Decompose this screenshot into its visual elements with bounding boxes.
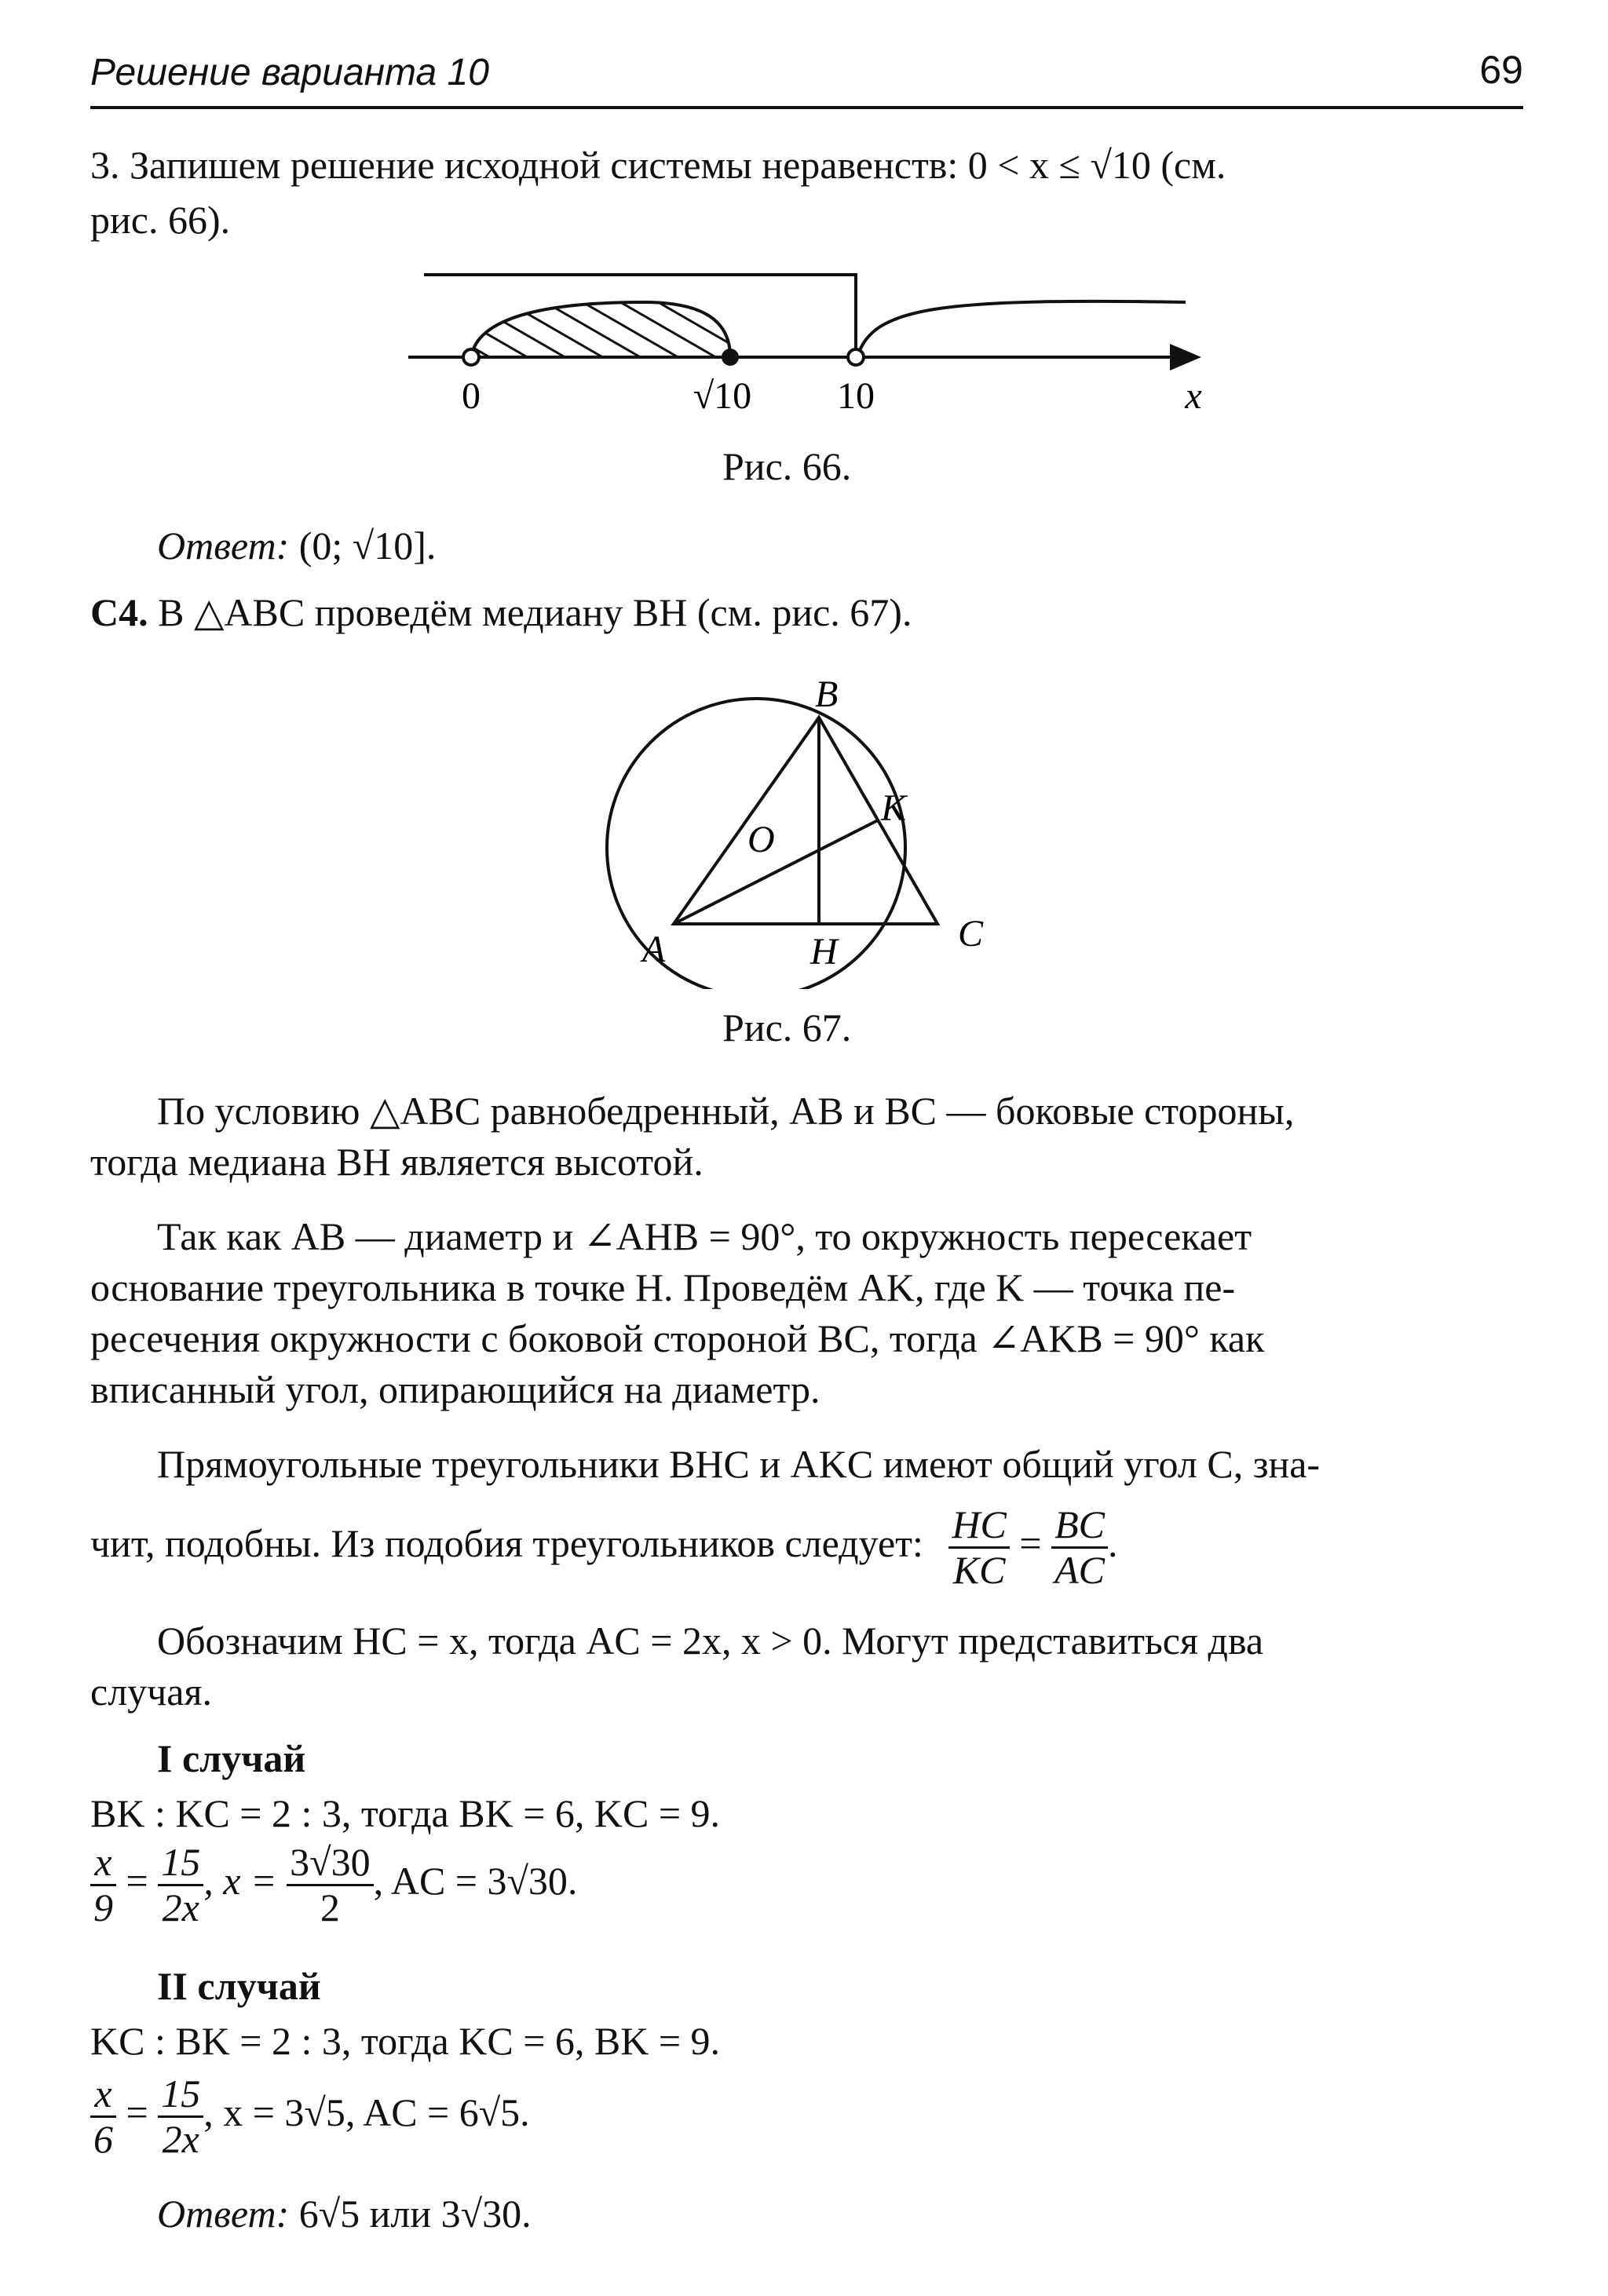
page-header <box>90 43 1523 109</box>
running-title: Решение варианта 10 <box>90 52 489 93</box>
page-number: 69 <box>1479 48 1523 92</box>
para2-line1: Так как AB — диаметр и ∠AHB = 90°, то окружность пересекает <box>157 1214 1252 1258</box>
case2-frac-x-6-den: 6 <box>93 2117 113 2161</box>
answer-1 <box>157 522 436 569</box>
fraction-bc-ac <box>1051 1503 1108 1592</box>
curve-right <box>857 301 1186 357</box>
answer-1-value: (0; √10]. <box>298 524 437 568</box>
segment-ak <box>674 820 878 924</box>
label-C: C <box>958 913 984 955</box>
point-0-open <box>463 349 479 365</box>
para4-line1: Обозначим HC = x, тогда AC = 2x, x > 0. Могут представиться два <box>157 1619 1264 1663</box>
case1-frac-x-9-num: x <box>90 1841 116 1886</box>
fraction-bc-ac-num: BC <box>1051 1503 1108 1549</box>
para3-line1: Прямоугольные треугольники BHC и AKC имеют общий угол C, зна- <box>157 1442 1321 1486</box>
para1-line1: По условию △ABC равнобедренный, AB и BC — боковые стороны, <box>157 1089 1295 1133</box>
figure-66-caption: Рис. 66. <box>722 444 852 488</box>
case1-mid: , x = <box>203 1858 277 1903</box>
case2-frac-x-6 <box>90 2072 116 2161</box>
para1-line2: тогда медиана BH является высотой. <box>90 1140 704 1184</box>
c4-intro <box>90 589 912 636</box>
case2-frac-15-2x-den: 2x <box>162 2117 199 2161</box>
label-sqrt10: √10 <box>693 375 752 417</box>
para3-line2: чит, подобны. Из подобия треугольников следует: <box>90 1520 923 1565</box>
case1-frac-15-2x <box>158 1841 203 1929</box>
case2-tail: , x = 3√5, AC = 6√5. <box>203 2090 530 2134</box>
c4-number: С4. <box>90 590 148 634</box>
case1-frac-x-9 <box>90 1841 116 1929</box>
hatched-solution-region <box>471 302 730 357</box>
case1-tail: , AC = 3√30. <box>373 1858 578 1903</box>
case1-frac-x-9-den: 9 <box>93 1885 113 1929</box>
figure-67-geometry <box>605 675 1029 989</box>
label-x: x <box>1185 375 1202 417</box>
answer-2-value: 6√5 или 3√30. <box>298 2192 532 2236</box>
case1-frac-3sqrt30-2-den: 2 <box>320 1885 340 1929</box>
point-10-open <box>848 349 864 365</box>
label-O: O <box>747 819 775 860</box>
case1-frac-3sqrt30-2 <box>287 1841 373 1929</box>
step3-line2: рис. 66). <box>90 198 231 242</box>
case2-equation <box>90 2072 530 2161</box>
fraction-hc-kc-num: HC <box>948 1503 1009 1549</box>
para2-line4: вписанный угол, опирающийся на диаметр. <box>90 1367 820 1411</box>
fraction-bc-ac-den: AC <box>1054 1548 1105 1592</box>
case1-frac-15-2x-den: 2x <box>162 1885 199 1929</box>
para3-line2-row <box>90 1503 1117 1592</box>
step3-line1: 3. Запишем решение исходной системы неравенств: 0 < x ≤ √10 (см. <box>90 143 1226 187</box>
label-10: 10 <box>837 375 875 417</box>
point-sqrt10-closed <box>722 349 739 366</box>
para4-line2: случая. <box>90 1670 212 1714</box>
label-K: K <box>881 787 907 829</box>
fraction-hc-kc-den: KC <box>952 1548 1006 1592</box>
case2-frac-15-2x <box>158 2072 203 2161</box>
x-axis-arrow <box>1170 344 1201 370</box>
answer-2 <box>157 2190 532 2237</box>
figure-66-number-line <box>393 259 1241 432</box>
para3-end: . <box>1107 1520 1118 1565</box>
case1-heading: I случай <box>157 1736 306 1780</box>
case2-frac-15-2x-num: 15 <box>158 2072 203 2118</box>
label-B: B <box>815 675 839 715</box>
case1-frac-3sqrt30-2-num: 3√30 <box>287 1841 373 1886</box>
fraction-hc-kc <box>948 1503 1009 1592</box>
case1-equals: = <box>126 1858 148 1903</box>
case2-heading: II случай <box>157 1964 321 2008</box>
figure-67-caption: Рис. 67. <box>722 1006 852 1049</box>
case2-frac-x-6-num: x <box>90 2072 116 2118</box>
para2-line2: основание треугольника в точке H. Проведём AK, где K — точка пе- <box>90 1265 1236 1309</box>
label-0: 0 <box>462 375 481 417</box>
para3-equals: = <box>1019 1520 1042 1565</box>
case1-ratio: BK : KC = 2 : 3, тогда BK = 6, KC = 9. <box>90 1791 721 1835</box>
answer-2-label: Ответ: <box>157 2192 290 2236</box>
case2-ratio: KC : BK = 2 : 3, тогда KC = 6, BK = 9. <box>90 2019 721 2063</box>
c4-text: В △ABC проведём медиану BH (см. рис. 67). <box>158 590 912 634</box>
case1-equation <box>90 1841 577 1929</box>
label-A: A <box>642 929 666 970</box>
case1-frac-15-2x-num: 15 <box>158 1841 203 1886</box>
answer-1-label: Ответ: <box>157 524 290 568</box>
case2-equals: = <box>126 2090 148 2134</box>
para2-line3: ресечения окружности с боковой стороной BC, тогда ∠AKB = 90° как <box>90 1316 1265 1360</box>
label-H: H <box>810 931 838 973</box>
